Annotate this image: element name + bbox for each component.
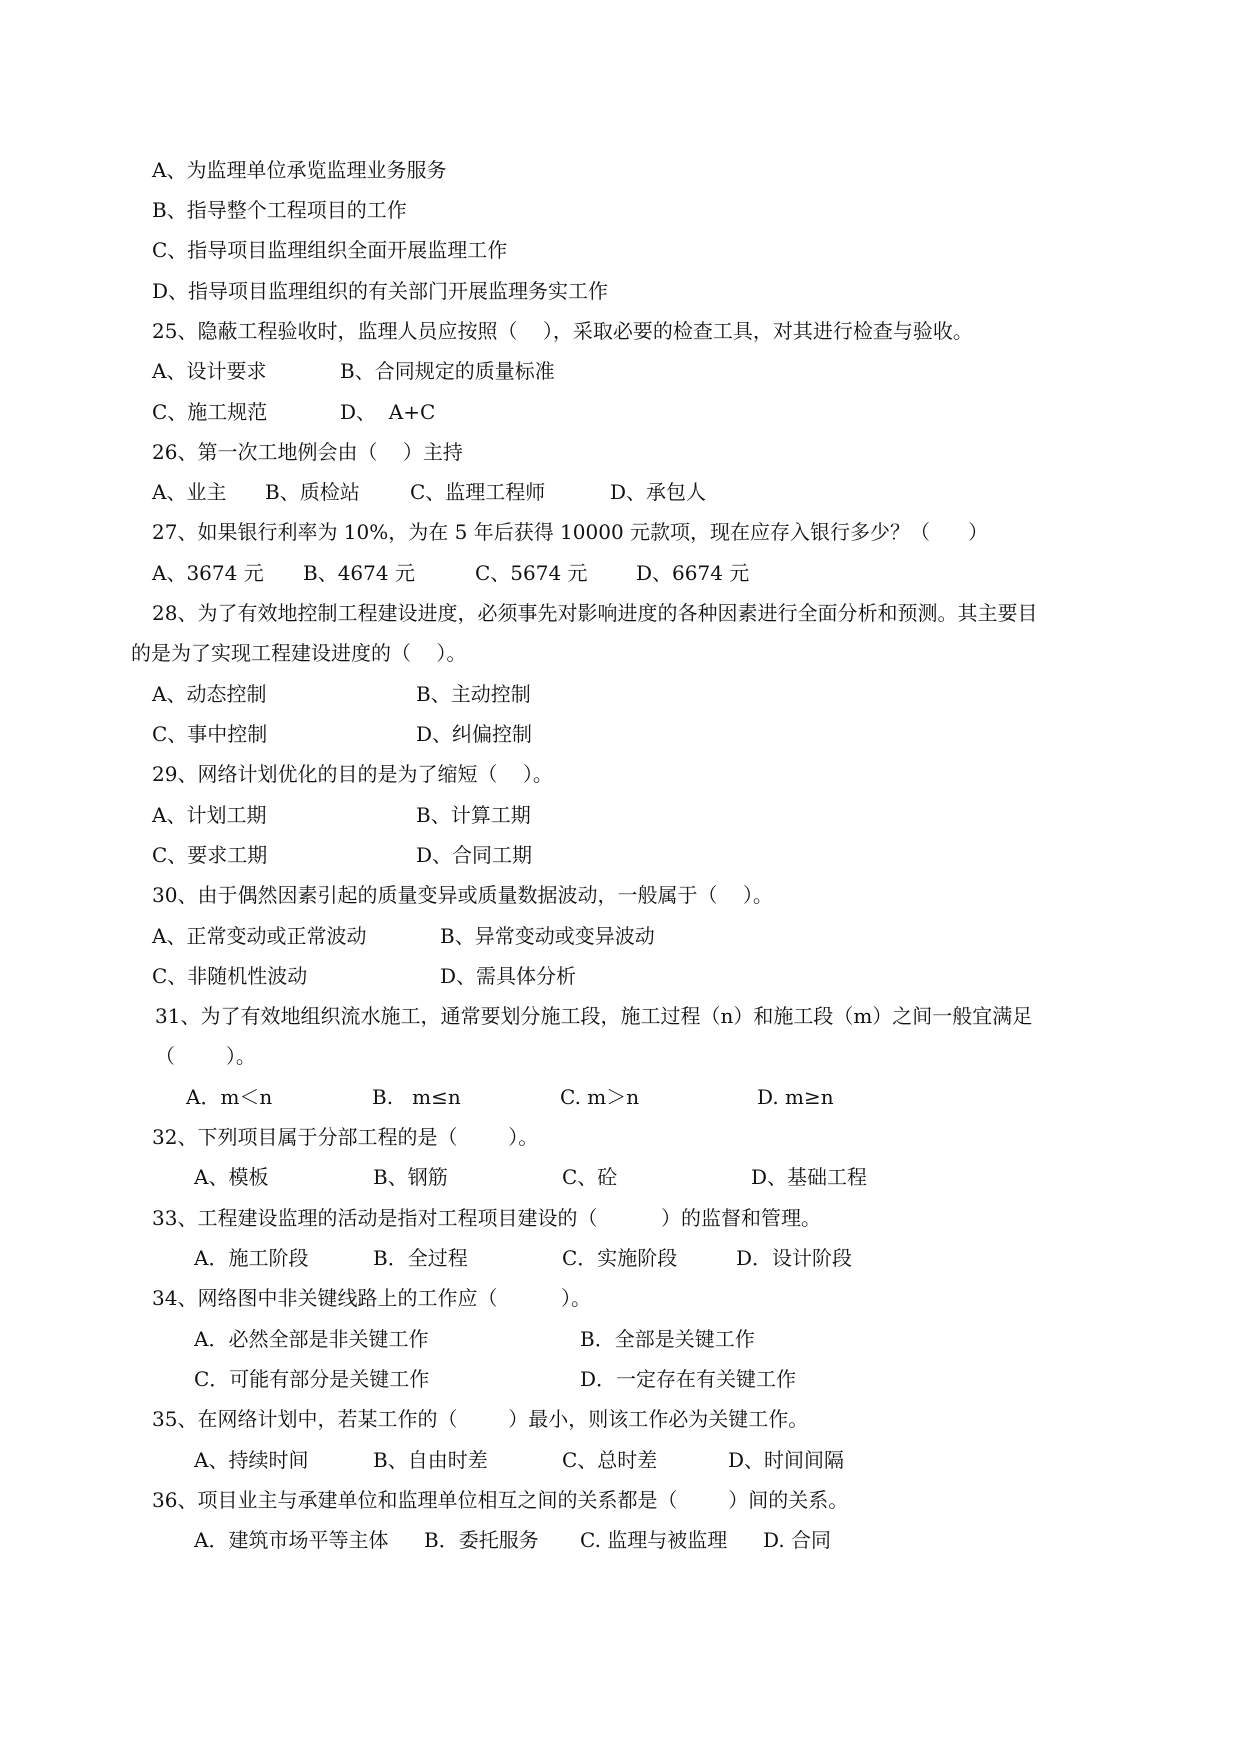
q34-option-d: D．一定存在有关键工作 — [580, 1367, 797, 1391]
q26-stem: 26、第一次工地例会由（ ）主持 — [152, 440, 463, 464]
q35-option-d: D、时间间隔 — [728, 1448, 845, 1472]
q35-option-c: C、总时差 — [562, 1448, 658, 1472]
q36-option-b: B．委托服务 — [424, 1528, 539, 1552]
q33-option-c: C．实施阶段 — [562, 1246, 678, 1270]
q25-option-c: C、施工规范 — [152, 400, 268, 424]
q32-option-b: B、钢筋 — [373, 1165, 448, 1189]
q25-option-a: A、设计要求 — [152, 359, 267, 383]
q30-stem: 30、由于偶然因素引起的质量变异或质量数据波动，一般属于（ ）。 — [152, 883, 773, 907]
q32-stem: 32、下列项目属于分部工程的是（ ）。 — [152, 1125, 539, 1149]
q32-option-a: A、模板 — [194, 1165, 269, 1189]
q30-option-d: D、需具体分析 — [440, 964, 577, 988]
q34-option-b: B．全部是关键工作 — [580, 1327, 755, 1351]
q24-option-a: A、为监理单位承览监理业务服务 — [152, 158, 447, 182]
q29-option-b: B、计算工期 — [416, 803, 531, 827]
q34-option-a: A．必然全部是非关键工作 — [194, 1327, 429, 1351]
q31-option-d: D. m≥n — [757, 1085, 834, 1109]
q28-option-d: D、纠偏控制 — [416, 722, 533, 746]
q24-option-d: D、指导项目监理组织的有关部门开展监理务实工作 — [152, 279, 609, 303]
q28-option-b: B、主动控制 — [416, 682, 531, 706]
q33-option-d: D．设计阶段 — [736, 1246, 853, 1270]
q31-option-b: B. m≤n — [372, 1085, 461, 1109]
q27-option-b: B、4674 元 — [303, 561, 415, 585]
q27-option-d: D、6674 元 — [636, 561, 750, 585]
q33-option-a: A．施工阶段 — [194, 1246, 309, 1270]
q31-stem-line-2: （ ）。 — [155, 1044, 256, 1068]
q29-stem: 29、网络计划优化的目的是为了缩短（ ）。 — [152, 762, 553, 786]
q35-option-a: A、持续时间 — [194, 1448, 309, 1472]
q24-option-c: C、指导项目监理组织全面开展监理工作 — [152, 238, 508, 262]
q36-option-a: A．建筑市场平等主体 — [194, 1528, 389, 1552]
q36-option-d: D. 合同 — [763, 1528, 832, 1552]
q26-option-d: D、承包人 — [610, 480, 707, 504]
q33-stem: 33、工程建设监理的活动是指对工程项目建设的（ ）的监督和管理。 — [152, 1206, 822, 1230]
q28-option-c: C、事中控制 — [152, 722, 268, 746]
q30-option-c: C、非随机性波动 — [152, 964, 308, 988]
q32-option-d: D、基础工程 — [751, 1165, 868, 1189]
q35-option-b: B、自由时差 — [373, 1448, 488, 1472]
q28-stem-line-1: 28、为了有效地控制工程建设进度，必须事先对影响进度的各种因素进行全面分析和预测。其主要目 — [152, 601, 1038, 625]
q31-stem-line-1: 31、为了有效地组织流水施工，通常要划分施工段，施工过程（n）和施工段（m）之间一般宜满足 — [155, 1004, 1033, 1028]
q27-option-c: C、5674 元 — [475, 561, 588, 585]
q29-option-a: A、计划工期 — [152, 803, 267, 827]
q31-option-a: A．m＜n — [186, 1085, 273, 1109]
q29-option-d: D、合同工期 — [416, 843, 533, 867]
q33-option-b: B．全过程 — [373, 1246, 468, 1270]
q35-stem: 35、在网络计划中，若某工作的（ ）最小，则该工作必为关键工作。 — [152, 1407, 809, 1431]
q25-option-d: D、 A+C — [340, 400, 436, 424]
q34-option-c: C．可能有部分是关键工作 — [194, 1367, 430, 1391]
q25-stem: 25、隐蔽工程验收时，监理人员应按照（ ），采取必要的检查工具，对其进行检查与验收。 — [152, 319, 973, 343]
q32-option-c: C、砼 — [562, 1165, 618, 1189]
q36-stem: 36、项目业主与承建单位和监理单位相互之间的关系都是（ ）间的关系。 — [152, 1488, 849, 1512]
q36-option-c: C. 监理与被监理 — [580, 1528, 728, 1552]
q30-option-b: B、异常变动或变异波动 — [440, 924, 655, 948]
q31-option-c: C. m＞n — [560, 1085, 640, 1109]
q34-stem: 34、网络图中非关键线路上的工作应（ ）。 — [152, 1286, 592, 1310]
q28-stem-line-2: 的是为了实现工程建设进度的（ ）。 — [131, 641, 467, 665]
q30-option-a: A、正常变动或正常波动 — [152, 924, 367, 948]
q28-option-a: A、动态控制 — [152, 682, 267, 706]
q26-option-c: C、监理工程师 — [410, 480, 546, 504]
q29-option-c: C、要求工期 — [152, 843, 268, 867]
q25-option-b: B、合同规定的质量标准 — [340, 359, 555, 383]
q26-option-a: A、业主 — [152, 480, 227, 504]
q27-stem: 27、如果银行利率为 10%，为在 5 年后获得 10000 元款项，现在应存入银行多少？（ ） — [152, 520, 989, 544]
q24-option-b: B、指导整个工程项目的工作 — [152, 198, 407, 222]
q26-option-b: B、质检站 — [265, 480, 360, 504]
q27-option-a: A、3674 元 — [152, 561, 264, 585]
